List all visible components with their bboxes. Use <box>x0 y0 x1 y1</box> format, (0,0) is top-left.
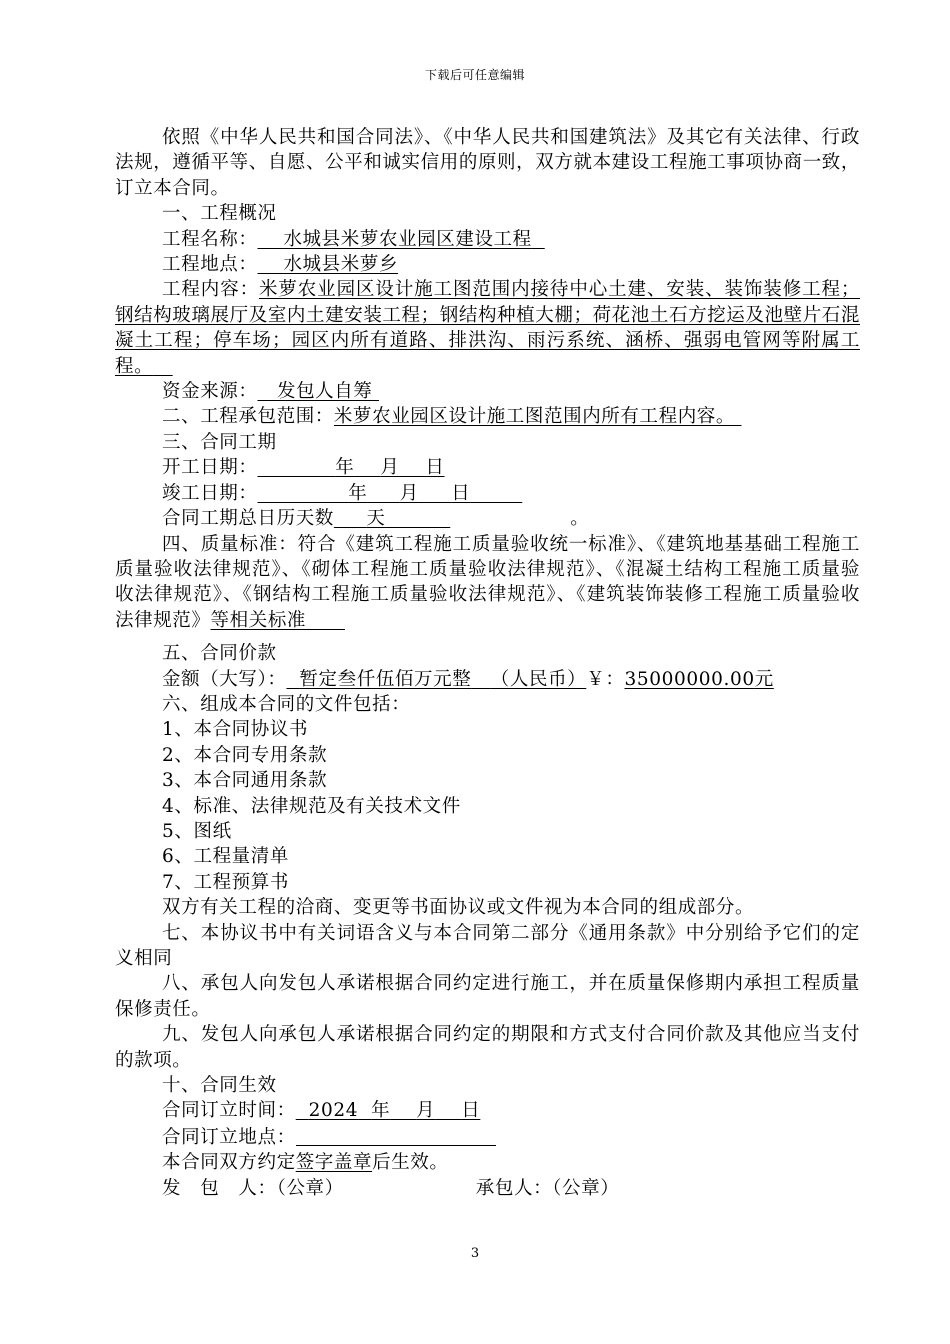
project-content-value: 米萝农业园区设计施工图范围内接待中心土建、安装、装饰装修工程；钢结构玻璃展厅及室内土建安装工程；钢结构种植大棚；荷花池土石方挖运及池壁片石混凝土工程；停车场；园区内所有道路、排洪沟、雨污系统、涵桥、强弱电管网等附属工程。 <box>115 279 860 377</box>
intro-paragraph: 依照《中华人民共和国合同法》、《中华人民共和国建筑法》及其它有关法律、行政法规，遵循平等、自愿、公平和诚实信用的原则，双方就本建设工程施工事项协商一致，订立本合同。 <box>115 127 860 199</box>
effect-sign: 签字盖章 <box>295 1152 373 1174</box>
section-7-paragraph: 七、本协议书中有关词语含义与本合同第二部分《通用条款》中分别给予它们的定义相同 <box>115 922 860 969</box>
amount-number: 35000000.00 <box>624 668 755 690</box>
project-name-label: 工程名称： <box>162 228 258 250</box>
sign-time-line <box>115 1098 860 1123</box>
section-10-heading: 十、合同生效 <box>162 1075 277 1097</box>
section-8-paragraph: 八、承包人向发包人承诺根据合同约定进行施工，并在质量保修期内承担工程质量保修责任。 <box>115 973 860 1020</box>
effect-suffix: 后生效。 <box>372 1152 449 1174</box>
start-date-value: 年 月 日 <box>335 457 445 479</box>
total-days-end: 。 <box>570 508 590 530</box>
section-1-heading: 一、工程概况 <box>162 203 277 225</box>
total-days-value: 天 <box>366 508 386 530</box>
sign-place-blank <box>296 1124 496 1146</box>
effect-line <box>115 1150 860 1175</box>
section-6-note: 双方有关工程的洽商、变更等书面协议或文件视为本合同的组成部分。 <box>162 897 755 919</box>
sign-time-value: 2024 年 月 日 <box>308 1100 481 1122</box>
contractor-seal: 承包人：（公章） <box>475 1177 620 1199</box>
page-number: 3 <box>470 1246 480 1261</box>
sign-place-label: 合同订立地点： <box>162 1126 296 1148</box>
doc-item-7: 7、工程预算书 <box>162 871 289 893</box>
section-4-paragraph <box>115 532 860 634</box>
project-location-label: 工程地点： <box>162 254 258 276</box>
doc-item-2: 2、本合同专用条款 <box>162 744 328 766</box>
signature-line <box>115 1176 860 1201</box>
funds-label: 资金来源： <box>162 381 258 403</box>
start-date-label: 开工日期： <box>162 457 258 479</box>
effect-prefix: 本合同双方约定 <box>162 1152 296 1174</box>
amount-paragraph <box>115 667 860 692</box>
end-date-label: 竣工日期： <box>162 482 258 504</box>
amount-label: 金额（大写）： <box>162 668 287 690</box>
amount-unit: 元 <box>754 668 774 690</box>
page-header-note: 下载后可任意编辑 <box>424 68 525 82</box>
section-2-value: 米萝农业园区设计施工图范围内所有工程内容。 <box>333 406 736 428</box>
section-4-tail: 等相关标准 <box>210 609 307 631</box>
project-content-label: 工程内容： <box>162 279 259 301</box>
amount-symbol: ￥： <box>586 668 625 690</box>
project-location-line <box>115 252 860 277</box>
doc-item-1: 1、本合同协议书 <box>162 719 309 741</box>
funds-value: 发包人自筹 <box>276 381 373 403</box>
funds-line <box>115 379 860 404</box>
total-days-line <box>115 506 860 531</box>
section-2-line <box>115 404 860 429</box>
section-6-heading: 六、组成本合同的文件包括： <box>162 693 411 715</box>
doc-item-4: 4、标准、法律规范及有关技术文件 <box>162 795 461 817</box>
doc-item-3: 3、本合同通用条款 <box>162 770 328 792</box>
project-name-value: 水城县米萝农业园区建设工程 <box>283 228 532 250</box>
project-location-value: 水城县米萝乡 <box>283 254 399 276</box>
start-date-line <box>115 455 860 480</box>
section-2-label: 二、工程承包范围： <box>162 406 334 428</box>
amount-words: 暂定叁仟伍佰万元整 （人民币） <box>299 668 587 690</box>
employer-seal: 发 包 人：（公章） <box>162 1177 344 1199</box>
end-date-line <box>115 481 860 506</box>
section-4-label: 四、质量标准： <box>162 533 298 555</box>
end-date-value: 年 月 日 <box>348 482 471 504</box>
section-4-text: 符合《建筑工程施工质量验收统一标准》、《建筑地基基础工程施工质量验收法律规范》、《砌体工程施工质量验收法律规范》、《混凝土结构工程施工质量验收法律规范》、《钢结构工程施工质量验收法律规范》、《建筑装饰装修工程施工质量验收法律规范》 <box>115 533 860 631</box>
section-3-heading: 三、合同工期 <box>162 431 277 453</box>
project-content-paragraph <box>115 277 860 379</box>
project-name-line <box>115 227 860 252</box>
section-9-paragraph: 九、发包人向承包人承诺根据合同约定的期限和方式支付合同价款及其他应当支付的款项。 <box>115 1024 860 1071</box>
doc-item-6: 6、工程量清单 <box>162 846 289 868</box>
contract-body <box>115 125 860 1201</box>
section-5-heading: 五、合同价款 <box>162 643 277 665</box>
sign-place-line <box>115 1124 860 1150</box>
doc-item-5: 5、图纸 <box>162 820 232 842</box>
total-days-label: 合同工期总日历天数 <box>162 508 334 530</box>
sign-time-label: 合同订立时间： <box>162 1100 296 1122</box>
